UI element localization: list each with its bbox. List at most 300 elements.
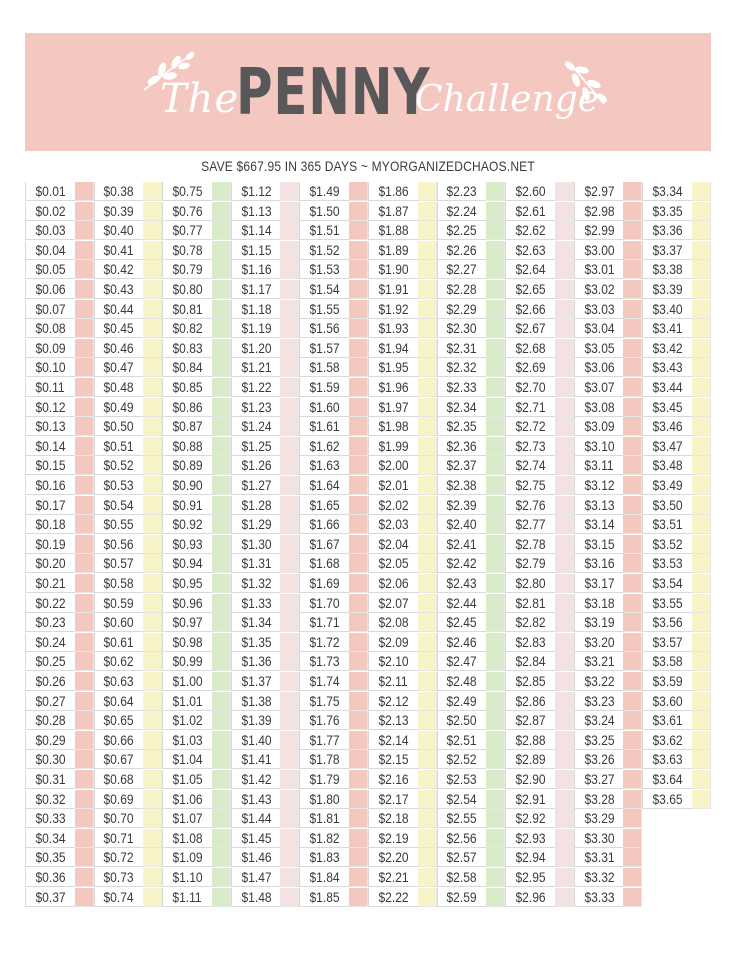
checkoff-box[interactable] [280,770,299,789]
checkoff-box[interactable] [623,260,642,279]
checkoff-box[interactable] [212,750,231,769]
checkoff-box[interactable] [280,809,299,828]
checkoff-box[interactable] [75,672,94,691]
checkoff-box[interactable] [418,300,437,319]
checkoff-box[interactable] [75,790,94,809]
checkoff-box[interactable] [486,319,505,338]
checkoff-box[interactable] [486,770,505,789]
checkoff-box[interactable] [418,456,437,475]
checkoff-box[interactable] [555,750,574,769]
checkoff-box[interactable] [486,809,505,828]
checkoff-box[interactable] [75,868,94,887]
checkoff-box[interactable] [623,711,642,730]
checkoff-box[interactable] [212,202,231,221]
checkoff-box[interactable] [280,692,299,711]
checkoff-box[interactable] [349,417,368,436]
checkoff-box[interactable] [692,456,711,475]
checkoff-box[interactable] [692,515,711,534]
checkoff-box[interactable] [555,260,574,279]
checkoff-box[interactable] [555,672,574,691]
checkoff-box[interactable] [212,358,231,377]
checkoff-box[interactable] [623,182,642,201]
checkoff-box[interactable] [418,868,437,887]
checkoff-box[interactable] [486,750,505,769]
checkoff-box[interactable] [143,594,162,613]
checkoff-box[interactable] [212,652,231,671]
checkoff-box[interactable] [143,476,162,495]
checkoff-box[interactable] [418,594,437,613]
checkoff-box[interactable] [280,790,299,809]
checkoff-box[interactable] [75,574,94,593]
checkoff-box[interactable] [418,535,437,554]
checkoff-box[interactable] [143,496,162,515]
checkoff-box[interactable] [418,437,437,456]
checkoff-box[interactable] [212,770,231,789]
checkoff-box[interactable] [75,260,94,279]
checkoff-box[interactable] [486,829,505,848]
checkoff-box[interactable] [280,868,299,887]
checkoff-box[interactable] [212,672,231,691]
checkoff-box[interactable] [486,496,505,515]
checkoff-box[interactable] [692,711,711,730]
checkoff-box[interactable] [486,260,505,279]
checkoff-box[interactable] [143,711,162,730]
checkoff-box[interactable] [75,202,94,221]
checkoff-box[interactable] [486,633,505,652]
checkoff-box[interactable] [418,750,437,769]
checkoff-box[interactable] [143,358,162,377]
checkoff-box[interactable] [623,594,642,613]
checkoff-box[interactable] [143,535,162,554]
checkoff-box[interactable] [692,339,711,358]
checkoff-box[interactable] [280,535,299,554]
checkoff-box[interactable] [349,378,368,397]
checkoff-box[interactable] [280,652,299,671]
checkoff-box[interactable] [143,574,162,593]
checkoff-box[interactable] [349,692,368,711]
checkoff-box[interactable] [280,476,299,495]
checkoff-box[interactable] [486,790,505,809]
checkoff-box[interactable] [623,221,642,240]
checkoff-box[interactable] [75,829,94,848]
checkoff-box[interactable] [418,574,437,593]
checkoff-box[interactable] [212,888,231,907]
checkoff-box[interactable] [418,378,437,397]
checkoff-box[interactable] [280,280,299,299]
checkoff-box[interactable] [486,358,505,377]
checkoff-box[interactable] [75,652,94,671]
checkoff-box[interactable] [349,260,368,279]
checkoff-box[interactable] [555,770,574,789]
checkoff-box[interactable] [555,476,574,495]
checkoff-box[interactable] [623,476,642,495]
checkoff-box[interactable] [349,358,368,377]
checkoff-box[interactable] [75,456,94,475]
checkoff-box[interactable] [692,202,711,221]
checkoff-box[interactable] [75,437,94,456]
checkoff-box[interactable] [280,515,299,534]
checkoff-box[interactable] [349,241,368,260]
checkoff-box[interactable] [692,378,711,397]
checkoff-box[interactable] [486,692,505,711]
checkoff-box[interactable] [555,829,574,848]
checkoff-box[interactable] [555,731,574,750]
checkoff-box[interactable] [143,456,162,475]
checkoff-box[interactable] [75,182,94,201]
checkoff-box[interactable] [418,809,437,828]
checkoff-box[interactable] [486,437,505,456]
checkoff-box[interactable] [75,319,94,338]
checkoff-box[interactable] [349,809,368,828]
checkoff-box[interactable] [486,652,505,671]
checkoff-box[interactable] [143,241,162,260]
checkoff-box[interactable] [280,417,299,436]
checkoff-box[interactable] [692,790,711,809]
checkoff-box[interactable] [349,672,368,691]
checkoff-box[interactable] [555,574,574,593]
checkoff-box[interactable] [623,613,642,632]
checkoff-box[interactable] [555,221,574,240]
checkoff-box[interactable] [418,241,437,260]
checkoff-box[interactable] [280,202,299,221]
checkoff-box[interactable] [486,574,505,593]
checkoff-box[interactable] [555,652,574,671]
checkoff-box[interactable] [349,652,368,671]
checkoff-box[interactable] [623,770,642,789]
checkoff-box[interactable] [418,515,437,534]
checkoff-box[interactable] [555,594,574,613]
checkoff-box[interactable] [623,829,642,848]
checkoff-box[interactable] [349,456,368,475]
checkoff-box[interactable] [486,613,505,632]
checkoff-box[interactable] [212,515,231,534]
checkoff-box[interactable] [75,770,94,789]
checkoff-box[interactable] [143,888,162,907]
checkoff-box[interactable] [349,300,368,319]
checkoff-box[interactable] [486,182,505,201]
checkoff-box[interactable] [212,280,231,299]
checkoff-box[interactable] [143,731,162,750]
checkoff-box[interactable] [555,280,574,299]
checkoff-box[interactable] [280,848,299,867]
checkoff-box[interactable] [280,221,299,240]
checkoff-box[interactable] [280,750,299,769]
checkoff-box[interactable] [486,339,505,358]
checkoff-box[interactable] [555,358,574,377]
checkoff-box[interactable] [75,633,94,652]
checkoff-box[interactable] [280,358,299,377]
checkoff-box[interactable] [280,888,299,907]
checkoff-box[interactable] [486,711,505,730]
checkoff-box[interactable] [143,221,162,240]
checkoff-box[interactable] [418,770,437,789]
checkoff-box[interactable] [623,398,642,417]
checkoff-box[interactable] [692,417,711,436]
checkoff-box[interactable] [486,221,505,240]
checkoff-box[interactable] [486,672,505,691]
checkoff-box[interactable] [280,574,299,593]
checkoff-box[interactable] [418,398,437,417]
checkoff-box[interactable] [623,241,642,260]
checkoff-box[interactable] [349,731,368,750]
checkoff-box[interactable] [280,319,299,338]
checkoff-box[interactable] [555,319,574,338]
checkoff-box[interactable] [486,202,505,221]
checkoff-box[interactable] [692,652,711,671]
checkoff-box[interactable] [143,202,162,221]
checkoff-box[interactable] [555,437,574,456]
checkoff-box[interactable] [486,594,505,613]
checkoff-box[interactable] [349,319,368,338]
checkoff-box[interactable] [692,437,711,456]
checkoff-box[interactable] [623,437,642,456]
checkoff-box[interactable] [212,476,231,495]
checkoff-box[interactable] [75,711,94,730]
checkoff-box[interactable] [212,398,231,417]
checkoff-box[interactable] [75,535,94,554]
checkoff-box[interactable] [75,476,94,495]
checkoff-box[interactable] [143,633,162,652]
checkoff-box[interactable] [692,241,711,260]
checkoff-box[interactable] [349,221,368,240]
checkoff-box[interactable] [212,221,231,240]
checkoff-box[interactable] [623,692,642,711]
checkoff-box[interactable] [486,398,505,417]
checkoff-box[interactable] [143,378,162,397]
checkoff-box[interactable] [486,456,505,475]
checkoff-box[interactable] [212,300,231,319]
checkoff-box[interactable] [418,829,437,848]
checkoff-box[interactable] [212,594,231,613]
checkoff-box[interactable] [75,417,94,436]
checkoff-box[interactable] [555,535,574,554]
checkoff-box[interactable] [623,633,642,652]
checkoff-box[interactable] [143,417,162,436]
checkoff-box[interactable] [75,358,94,377]
checkoff-box[interactable] [692,692,711,711]
checkoff-box[interactable] [623,574,642,593]
checkoff-box[interactable] [143,790,162,809]
checkoff-box[interactable] [418,848,437,867]
checkoff-box[interactable] [143,339,162,358]
checkoff-box[interactable] [75,888,94,907]
checkoff-box[interactable] [418,790,437,809]
checkoff-box[interactable] [349,496,368,515]
checkoff-box[interactable] [349,437,368,456]
checkoff-box[interactable] [75,300,94,319]
checkoff-box[interactable] [623,868,642,887]
checkoff-box[interactable] [623,280,642,299]
checkoff-box[interactable] [555,554,574,573]
checkoff-box[interactable] [623,809,642,828]
checkoff-box[interactable] [75,398,94,417]
checkoff-box[interactable] [349,182,368,201]
checkoff-box[interactable] [418,554,437,573]
checkoff-box[interactable] [143,260,162,279]
checkoff-box[interactable] [212,241,231,260]
checkoff-box[interactable] [75,378,94,397]
checkoff-box[interactable] [692,280,711,299]
checkoff-box[interactable] [486,554,505,573]
checkoff-box[interactable] [623,300,642,319]
checkoff-box[interactable] [486,848,505,867]
checkoff-box[interactable] [555,182,574,201]
checkoff-box[interactable] [75,594,94,613]
checkoff-box[interactable] [418,731,437,750]
checkoff-box[interactable] [555,496,574,515]
checkoff-box[interactable] [623,319,642,338]
checkoff-box[interactable] [75,339,94,358]
checkoff-box[interactable] [280,829,299,848]
checkoff-box[interactable] [212,829,231,848]
checkoff-box[interactable] [143,829,162,848]
checkoff-box[interactable] [418,358,437,377]
checkoff-box[interactable] [349,790,368,809]
checkoff-box[interactable] [212,574,231,593]
checkoff-box[interactable] [418,260,437,279]
checkoff-box[interactable] [212,339,231,358]
checkoff-box[interactable] [692,574,711,593]
checkoff-box[interactable] [692,672,711,691]
checkoff-box[interactable] [692,770,711,789]
checkoff-box[interactable] [692,535,711,554]
checkoff-box[interactable] [486,515,505,534]
checkoff-box[interactable] [349,398,368,417]
checkoff-box[interactable] [280,554,299,573]
checkoff-box[interactable] [212,692,231,711]
checkoff-box[interactable] [280,300,299,319]
checkoff-box[interactable] [418,476,437,495]
checkoff-box[interactable] [623,888,642,907]
checkoff-box[interactable] [349,829,368,848]
checkoff-box[interactable] [349,868,368,887]
checkoff-box[interactable] [555,790,574,809]
checkoff-box[interactable] [623,339,642,358]
checkoff-box[interactable] [692,594,711,613]
checkoff-box[interactable] [143,182,162,201]
checkoff-box[interactable] [692,613,711,632]
checkoff-box[interactable] [418,672,437,691]
checkoff-box[interactable] [486,280,505,299]
checkoff-box[interactable] [143,398,162,417]
checkoff-box[interactable] [623,456,642,475]
checkoff-box[interactable] [349,633,368,652]
checkoff-box[interactable] [555,417,574,436]
checkoff-box[interactable] [418,202,437,221]
checkoff-box[interactable] [692,750,711,769]
checkoff-box[interactable] [143,848,162,867]
checkoff-box[interactable] [555,515,574,534]
checkoff-box[interactable] [212,496,231,515]
checkoff-box[interactable] [75,515,94,534]
checkoff-box[interactable] [280,182,299,201]
checkoff-box[interactable] [349,339,368,358]
checkoff-box[interactable] [212,417,231,436]
checkoff-box[interactable] [280,260,299,279]
checkoff-box[interactable] [143,280,162,299]
checkoff-box[interactable] [212,456,231,475]
checkoff-box[interactable] [212,613,231,632]
checkoff-box[interactable] [692,476,711,495]
checkoff-box[interactable] [143,554,162,573]
checkoff-box[interactable] [486,378,505,397]
checkoff-box[interactable] [555,711,574,730]
checkoff-box[interactable] [349,613,368,632]
checkoff-box[interactable] [486,535,505,554]
checkoff-box[interactable] [623,731,642,750]
checkoff-box[interactable] [143,692,162,711]
checkoff-box[interactable] [75,554,94,573]
checkoff-box[interactable] [75,731,94,750]
checkoff-box[interactable] [418,496,437,515]
checkoff-box[interactable] [143,809,162,828]
checkoff-box[interactable] [418,692,437,711]
checkoff-box[interactable] [212,437,231,456]
checkoff-box[interactable] [280,711,299,730]
checkoff-box[interactable] [418,339,437,358]
checkoff-box[interactable] [75,280,94,299]
checkoff-box[interactable] [623,848,642,867]
checkoff-box[interactable] [280,339,299,358]
checkoff-box[interactable] [280,378,299,397]
checkoff-box[interactable] [143,672,162,691]
checkoff-box[interactable] [280,672,299,691]
checkoff-box[interactable] [692,496,711,515]
checkoff-box[interactable] [212,731,231,750]
checkoff-box[interactable] [555,339,574,358]
checkoff-box[interactable] [418,652,437,671]
checkoff-box[interactable] [623,202,642,221]
checkoff-box[interactable] [623,672,642,691]
checkoff-box[interactable] [280,437,299,456]
checkoff-box[interactable] [349,574,368,593]
checkoff-box[interactable] [555,868,574,887]
checkoff-box[interactable] [486,417,505,436]
checkoff-box[interactable] [555,888,574,907]
checkoff-box[interactable] [692,300,711,319]
checkoff-box[interactable] [212,182,231,201]
checkoff-box[interactable] [418,711,437,730]
checkoff-box[interactable] [418,280,437,299]
checkoff-box[interactable] [212,319,231,338]
checkoff-box[interactable] [280,731,299,750]
checkoff-box[interactable] [212,378,231,397]
checkoff-box[interactable] [349,848,368,867]
checkoff-box[interactable] [555,300,574,319]
checkoff-box[interactable] [486,241,505,260]
checkoff-box[interactable] [418,633,437,652]
checkoff-box[interactable] [212,535,231,554]
checkoff-box[interactable] [486,868,505,887]
checkoff-box[interactable] [75,496,94,515]
checkoff-box[interactable] [692,319,711,338]
checkoff-box[interactable] [623,378,642,397]
checkoff-box[interactable] [349,711,368,730]
checkoff-box[interactable] [143,652,162,671]
checkoff-box[interactable] [212,868,231,887]
checkoff-box[interactable] [555,633,574,652]
checkoff-box[interactable] [143,319,162,338]
checkoff-box[interactable] [555,378,574,397]
checkoff-box[interactable] [555,202,574,221]
checkoff-box[interactable] [349,554,368,573]
checkoff-box[interactable] [418,417,437,436]
checkoff-box[interactable] [555,456,574,475]
checkoff-box[interactable] [486,476,505,495]
checkoff-box[interactable] [555,613,574,632]
checkoff-box[interactable] [280,496,299,515]
checkoff-box[interactable] [418,182,437,201]
